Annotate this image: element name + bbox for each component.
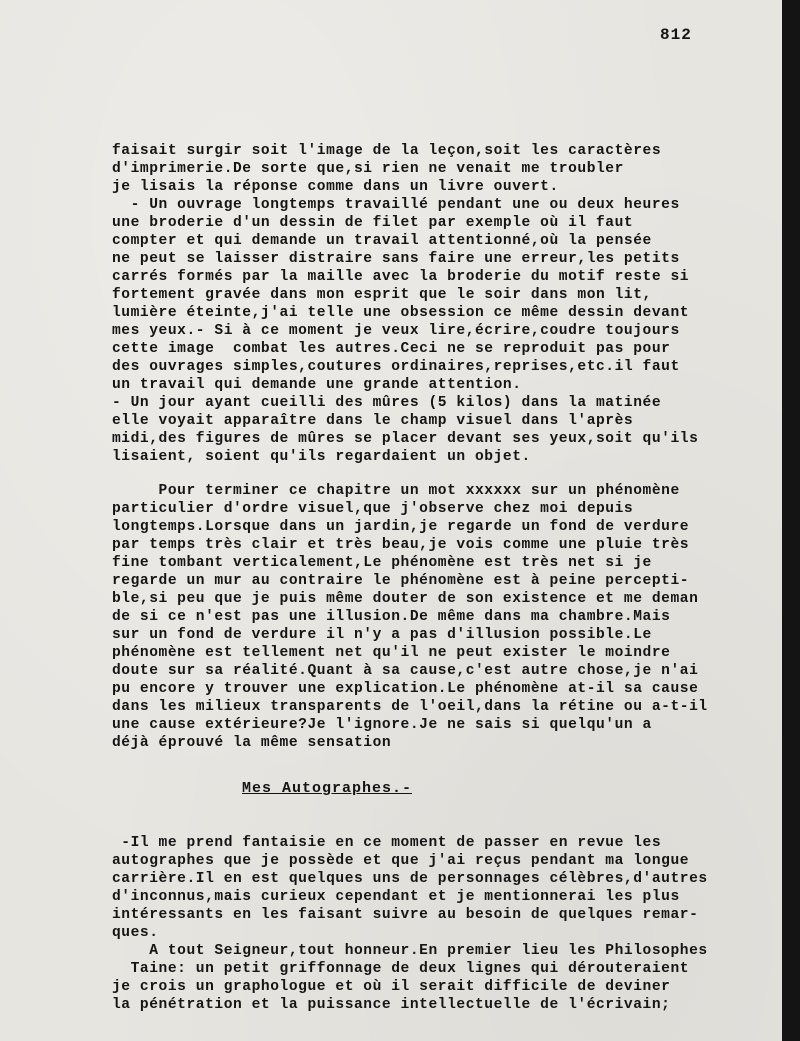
text-line: un travail qui demande une grande attention. [112, 377, 522, 393]
text-line: de si ce n'est pas une illusion.De même dans ma chambre.Mais [112, 609, 671, 625]
text-line: je lisais la réponse comme dans un livre ouvert. [112, 179, 559, 195]
text-line: intéressants en les faisant suivre au besoin de quelques remar- [112, 907, 699, 923]
text-line: compter et qui demande un travail attentionné,où la pensée [112, 233, 652, 249]
scan-border [782, 0, 800, 1041]
text-line: carrière.Il en est quelques uns de personnages célèbres,d'autres [112, 871, 708, 887]
text-line: d'inconnus,mais curieux cependant et je mentionnerai les plus [112, 889, 680, 905]
section-heading [242, 780, 412, 797]
text-line: particulier d'ordre visuel,que j'observe chez moi depuis [112, 501, 634, 517]
text-line: des ouvrages simples,coutures ordinaires,reprises,etc.il faut [112, 359, 680, 375]
text-line: la pénétration et la puissance intellectuelle de l'écrivain; [112, 997, 671, 1013]
text-line: - Un ouvrage longtemps travaillé pendant une ou deux heures [112, 197, 680, 213]
text-line: mes yeux.- Si à ce moment je veux lire,écrire,coudre toujours [112, 323, 680, 339]
page-number: 812 [660, 26, 692, 44]
text-line: je crois un graphologue et où il serait difficile de deviner [112, 979, 671, 995]
text-line: A tout Seigneur,tout honneur.En premier lieu les Philosophes [112, 943, 708, 959]
text-line: Pour terminer ce chapitre un mot xxxxxx sur un phénomène [112, 483, 680, 499]
text-line: faisait surgir soit l'image de la leçon,soit les caractères [112, 143, 662, 159]
text-line: Taine: un petit griffonnage de deux lignes qui dérouteraient [112, 961, 690, 977]
text-line: ble,si peu que je puis même douter de son existence et me deman [112, 591, 699, 607]
text-line: autographes que je possède et que j'ai reçus pendant ma longue [112, 853, 690, 869]
text-line: doute sur sa réalité.Quant à sa cause,c'est autre chose,je n'ai [112, 663, 699, 679]
text-line: d'imprimerie.De sorte que,si rien ne venait me troubler [112, 161, 624, 177]
text-line: lisaient, soient qu'ils regardaient un objet. [112, 449, 531, 465]
text-line: ques. [112, 925, 159, 941]
text-line: une broderie d'un dessin de filet par exemple où il faut [112, 215, 634, 231]
text-line: lumière éteinte,j'ai telle une obsession ce même dessin devant [112, 305, 690, 321]
text-line: phénomène est tellement net qu'il ne peut exister le moindre [112, 645, 671, 661]
text-line: carrés formés par la maille avec la broderie du motif reste si [112, 269, 690, 285]
text-line: pu encore y trouver une explication.Le phénomène at-il sa cause [112, 681, 699, 697]
text-line: midi,des figures de mûres se placer devant ses yeux,soit qu'ils [112, 431, 699, 447]
text-line: regarde un mur au contraire le phénomène est à peine percepti- [112, 573, 690, 589]
text-line: - Un jour ayant cueilli des mûres (5 kilos) dans la matinée [112, 395, 662, 411]
text-line: fine tombant verticalement,Le phénomène est très net si je [112, 555, 652, 571]
text-line: cette image combat les autres.Ceci ne se reproduit pas pour [112, 341, 671, 357]
text-line: ne peut se laisser distraire sans faire une erreur,les petits [112, 251, 680, 267]
text-line: sur un fond de verdure il n'y a pas d'illusion possible.Le [112, 627, 652, 643]
text-line: déjà éprouvé la même sensation [112, 735, 392, 751]
text-line: par temps très clair et très beau,je vois comme une pluie très [112, 537, 690, 553]
text-line: dans les milieux transparents de l'oeil,dans la rétine ou a-t-il [112, 699, 708, 715]
text-line: une cause extérieure?Je l'ignore.Je ne sais si quelqu'un a [112, 717, 652, 733]
text-line: -Il me prend fantaisie en ce moment de passer en revue les [112, 835, 662, 851]
section-heading-text: Mes Autographes.- [242, 780, 413, 797]
text-line: elle voyait apparaître dans le champ visuel dans l'après [112, 413, 634, 429]
text-line: longtemps.Lorsque dans un jardin,je regarde un fond de verdure [112, 519, 690, 535]
text-line: fortement gravée dans mon esprit que le soir dans mon lit, [112, 287, 652, 303]
